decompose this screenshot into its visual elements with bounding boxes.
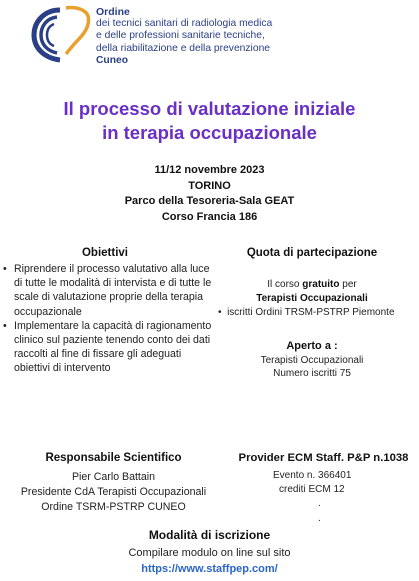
org-line: della riabilitazione e della prevenzione [96,42,271,54]
registration-link[interactable]: https://www.staffpep.com/ [141,563,278,575]
modalita-info [0,545,419,577]
responsabile-role: Presidente CdA Terapisti Occupazionali [20,486,207,498]
event-info [0,163,419,225]
quota-free: gratuito [302,279,340,290]
event-city: TORINO [188,179,231,192]
responsabile-name: Pier Carlo Battain [71,471,156,483]
modalita-text: Compilare modulo on line sul sito [128,547,291,559]
quota-text: per [339,279,357,290]
list-item: • Implementare la capacità di ragionamento clinico sul paziente tenendo conto dei dati raccolti al fine di fissare gli adeguati obiettivi di intervento [2,319,212,376]
quota-text: Il corso [267,279,303,290]
aperto-line: Numero iscritti 75 [273,368,351,379]
provider-dot: . [318,512,321,524]
aperto-section [212,340,412,381]
org-name: Ordine [96,6,130,18]
provider-heading: Provider ECM Staff. P&P n.1038 [238,452,409,464]
responsabile-heading: Responsabile Scientifico [45,452,182,464]
title-line-1: Il processo di valutazione iniziale [63,98,356,119]
list-item: • Riprendere il processo valutativo alla luce di tutte le modalità di intervista e di tutte le scale di valutazione proprie della terapia occupazionale [2,262,212,319]
provider-info [273,469,413,526]
order-logo-icon [30,2,92,64]
org-line: dei tecnici sanitari di radiologia medica [96,18,273,30]
objectives-list [2,262,212,376]
provider-event-number: Evento n. 366401 [273,470,352,481]
responsabile-org: Ordine TSRM-PSTRP CUNEO [41,501,186,513]
modalita-heading: Modalità di iscrizione [148,528,271,542]
event-dates: 11/12 novembre 2023 [154,164,265,176]
event-address: Corso Francia 186 [161,210,258,223]
org-city: Cuneo [96,54,129,66]
quota-target: Terapisti Occupazionali [256,293,368,304]
org-header [96,6,416,67]
quota-bullet-text: iscritti Ordini TRSM-PSTRP Piemonte [227,307,395,318]
responsabile-info [0,470,227,515]
page-title [0,97,419,145]
objectives-heading: Obiettivi [81,247,128,259]
aperto-heading: Aperto a : [286,340,338,352]
quota-section [212,278,412,320]
quota-heading: Quota di partecipazione [246,247,378,259]
provider-credits: crediti ECM 12 [279,484,345,496]
aperto-line: Terapisti Occupazionali [260,354,364,366]
title-line-2: in terapia occupazionale [102,122,317,143]
provider-dot: . [318,498,321,510]
event-venue: Parco della Tesoreria-Sala GEAT [124,195,295,207]
quota-bullet: • iscritti Ordini TRSM-PSTRP Piemonte [218,307,395,318]
org-line: e delle professioni sanitarie tecniche, [96,30,265,42]
